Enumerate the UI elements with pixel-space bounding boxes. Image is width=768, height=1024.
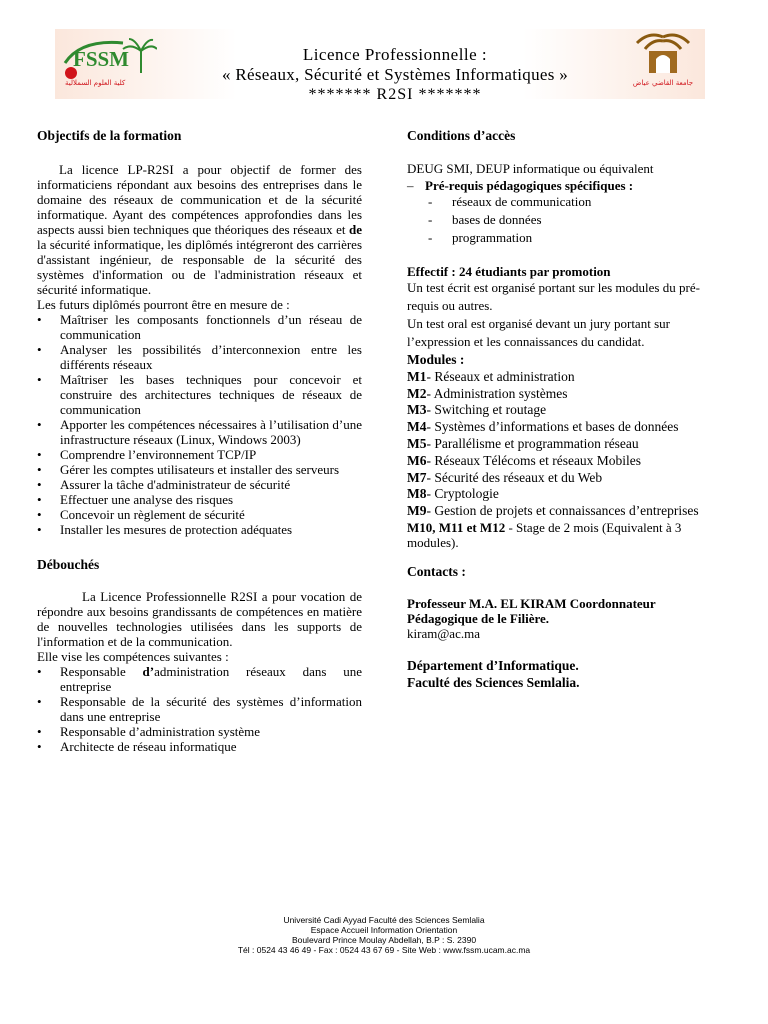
effectif: Effectif : 24 étudiants par promotion	[407, 264, 611, 279]
list-item: • Concevoir un règlement de sécurité	[37, 507, 362, 522]
module-item	[407, 503, 722, 520]
debouches-intro2: Elle vise les compétences suivantes :	[37, 649, 229, 664]
contact-email[interactable]: kiram@ac.ma	[407, 625, 480, 641]
module-item	[407, 369, 722, 386]
list-item: • Effectuer une analyse des risques	[37, 492, 362, 507]
footer-line-3: Boulevard Prince Moulay Abdellah, B.P : S. 2390	[291, 935, 477, 945]
list-item: • Responsable d’administration système	[37, 724, 362, 739]
debouches-paragraph: La Licence Professionnelle R2SI a pour vocation de répondre aux besoins grandissants de compétences en matière de nouvelles technologies utilisées dans les supports de l'information et de la communication.	[37, 589, 362, 649]
test-oral: Un test oral est organisé devant un jury portant sur l’expression et les connaissances du candidat.	[407, 316, 670, 349]
prereq-title: Pré-requis pédagogiques spécifiques :	[425, 178, 634, 193]
list-item: • Analyser les possibilités d’interconnexion entre les différents réseaux	[37, 342, 362, 372]
objectifs-title: Objectifs de la formation	[37, 128, 182, 143]
module-code: M4	[407, 419, 427, 435]
banner-line-3: ******* R2SI *******	[308, 86, 482, 103]
stage-code: M10, M11 et M12	[407, 519, 506, 535]
objectifs-intro	[37, 162, 362, 297]
module-label: - Réseaux Télécoms et réseaux Mobiles	[426, 452, 642, 468]
banner-line-2: « Réseaux, Sécurité et Systèmes Informatiques »	[222, 65, 568, 84]
footer-line-1: Université Cadi Ayyad Faculté des Sciences Semlalia	[283, 915, 485, 925]
objectifs-intro2: Les futurs diplômés pourront être en mesure de :	[37, 297, 290, 312]
list-item: • Responsable de la sécurité des systèmes d’information dans une entreprise	[37, 694, 362, 724]
module-item	[407, 470, 722, 487]
conditions-title: Conditions d’accès	[407, 128, 516, 143]
module-item	[407, 453, 722, 470]
module-code: M5	[407, 435, 427, 451]
fssm-logo-text: FSSM	[73, 47, 130, 71]
list-item: • Maîtriser les bases techniques pour concevoir et construire des architectures techniques de réseaux de communication	[37, 372, 362, 417]
debouches-list	[37, 664, 362, 754]
list-item: • Assurer la tâche d'administrateur de sécurité	[37, 477, 362, 492]
contact-prof: Professeur M.A. EL KIRAM Coordonnateur Pédagogique de le Filière.	[407, 595, 656, 626]
prereq-list	[407, 193, 722, 247]
footer	[0, 915, 768, 955]
module-item	[407, 436, 722, 453]
list-item: • Comprendre l’environnement TCP/IP	[37, 447, 362, 462]
module-code: M7	[407, 469, 427, 485]
prereq-heading	[407, 178, 722, 193]
module-label: - Switching et routage	[426, 402, 547, 418]
module-item	[407, 386, 722, 403]
university-logo	[627, 29, 699, 91]
contact-fac: Faculté des Sciences Semlalia.	[407, 674, 580, 690]
module-label: - Parallélisme et programmation réseau	[426, 435, 639, 451]
stage-text: - Stage de 2 mois (Equivalent à 3 modules).	[407, 519, 682, 550]
banner-line-1: Licence Professionnelle :	[302, 45, 488, 64]
objectifs-intro-text-a: La licence LP-R2SI a pour objectif de former des informaticiens répondant aux besoins des entreprises dans le domaine des réseaux de communication et de la sécurité informatique. Ayant des compétences approfondies dans les aspects aussi bien techniques que théoriques des réseaux et	[37, 162, 362, 237]
module-label: - Réseaux et administration	[426, 368, 575, 384]
module-code: M3	[407, 402, 427, 418]
module-item	[407, 419, 722, 436]
modules-section	[407, 352, 722, 520]
university-logo-arabic: جامعة القاضي عياض	[632, 79, 694, 87]
banner-title	[165, 45, 625, 105]
stage-line	[407, 520, 722, 550]
list-item: • Gérer les comptes utilisateurs et installer des serveurs	[37, 462, 362, 477]
list-item	[37, 664, 362, 694]
module-label: - Systèmes d’informations et bases de données	[426, 419, 679, 435]
contact-dept: Département d’Informatique.	[407, 657, 579, 673]
footer-line-4: Tél : 0524 43 46 49 - Fax : 0524 43 67 69 - Site Web : www.fssm.ucam.ac.ma	[237, 945, 531, 955]
module-item	[407, 486, 722, 503]
list-item: • Architecte de réseau informatique	[37, 739, 362, 754]
list-item: - réseaux de communication	[428, 193, 722, 211]
debouches-item1-bold: d’	[142, 664, 155, 679]
debouches-item1-b: administration réseaux dans une entreprise	[60, 664, 362, 694]
dash-bullet-icon: –	[407, 178, 414, 193]
header-banner	[55, 29, 705, 103]
list-item: - bases de données	[428, 211, 722, 229]
contacts-title: Contacts :	[407, 563, 466, 579]
objectifs-intro-text-b: la sécurité informatique, les diplômés intégreront des carrières d'assistant ingénieur, de responsable de la sécurité des systèmes d'information ou de l'administration réseaux et sécurité informatique.	[37, 237, 362, 297]
conditions-line1: DEUG SMI, DEUP informatique ou équivalent	[407, 161, 654, 176]
module-label: - Sécurité des réseaux et du Web	[426, 469, 603, 485]
debouches-item1-a: Responsable	[60, 664, 126, 679]
list-item: • Installer les mesures de protection adéquates	[37, 522, 362, 537]
list-item: • Apporter les compétences nécessaires à l’utilisation d’une infrastructure réseaux (Linux, Windows 2003)	[37, 417, 362, 447]
modules-title: Modules :	[407, 352, 465, 367]
left-column	[37, 128, 362, 754]
module-code: M1	[407, 368, 427, 384]
objectifs-intro-bold: de	[349, 222, 362, 237]
module-code: M8	[407, 486, 427, 502]
module-label: - Administration systèmes	[426, 385, 568, 401]
objectifs-list	[37, 312, 362, 537]
module-label: - Cryptologie	[426, 486, 499, 502]
module-item	[407, 402, 722, 419]
fssm-logo	[61, 33, 157, 91]
module-label: - Gestion de projets et connaissances d’entreprises	[426, 503, 699, 519]
footer-line-2: Espace Accueil Information Orientation	[310, 925, 458, 935]
debouches-title: Débouchés	[37, 557, 100, 572]
list-item: - programmation	[428, 229, 722, 247]
list-item: • Maîtriser les composants fonctionnels d’un réseau de communication	[37, 312, 362, 342]
module-code: M6	[407, 452, 427, 468]
module-code: M9	[407, 503, 427, 519]
test-ecrit: Un test écrit est organisé portant sur les modules du pré-requis ou autres.	[407, 280, 700, 313]
right-column	[407, 128, 722, 691]
module-code: M2	[407, 385, 427, 401]
fssm-logo-arabic: كلية العلوم السملالية	[65, 79, 126, 87]
